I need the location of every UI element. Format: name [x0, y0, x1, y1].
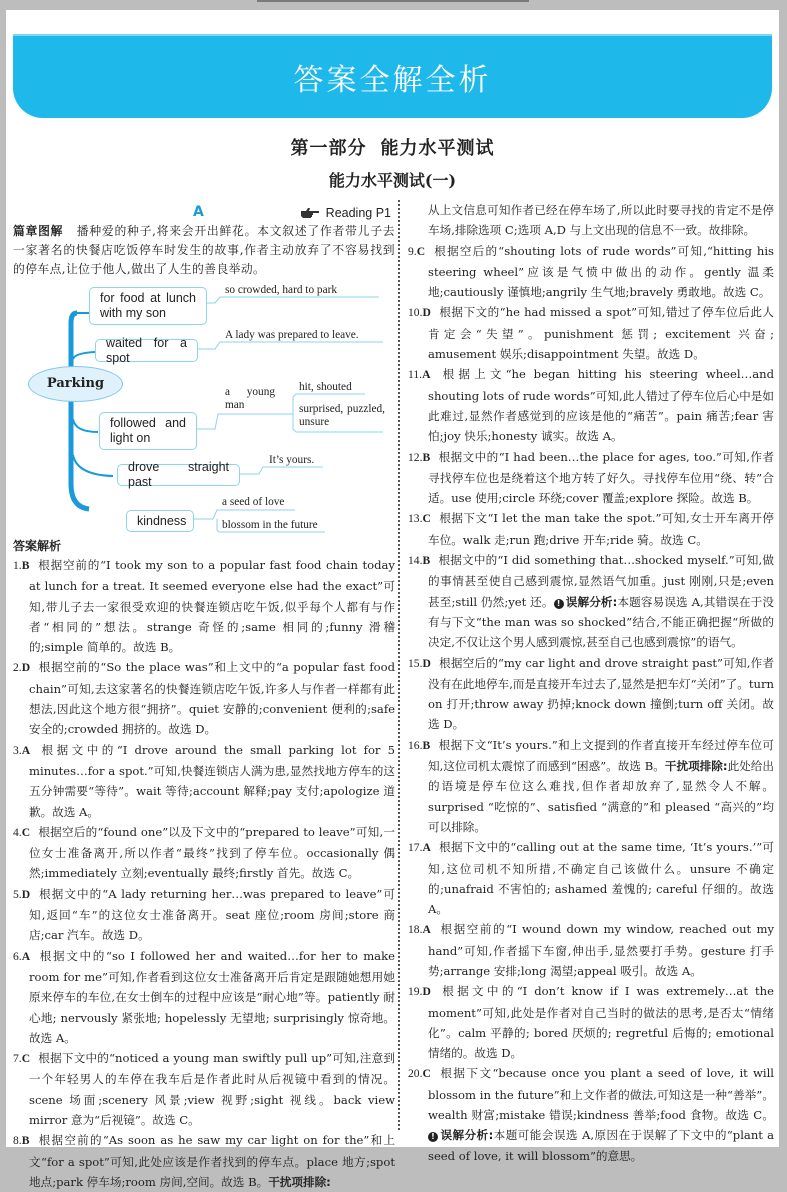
column-divider — [398, 200, 400, 1130]
answer-key: B — [422, 554, 431, 568]
answer-item — [13, 1048, 395, 1130]
answer-number: 1. — [13, 559, 22, 572]
mind-map-leaf: It’s yours. — [269, 454, 315, 466]
connector-2 — [73, 352, 95, 359]
answer-item — [13, 740, 395, 822]
mind-map-subnode: a young man — [225, 386, 275, 411]
mind-map-trunk — [71, 313, 89, 509]
answer-key: D — [21, 661, 31, 675]
right-column — [408, 200, 774, 1166]
answer-key: A — [422, 841, 431, 855]
answer-item — [408, 447, 774, 509]
answer-item — [408, 653, 774, 735]
warning-icon: ! — [554, 599, 564, 609]
reading-reference: Reading P1 — [325, 206, 391, 220]
answer-key: D — [422, 985, 431, 999]
answer-explanation: 根据文中的“I had been…the place for ages, too.”可知,作者寻找停车位也是绕着这个地方转了好久。寻找停车位用“绕、转”合适。use 使用;circle 环绕;cover 覆盖;explore 探险。故选 B。 — [428, 449, 774, 506]
answer-explanation: 根据上文“he began hitting his steering wheel…and shouting lots of rude words”可知,此人错过了停车位后心中是如此难过,显然作者感觉到的应该是他的“痛苦”。pain 痛苦;fear 害怕;joy 快乐;honesty 诚实。故选 A。 — [428, 367, 774, 444]
answer-key: C — [21, 1052, 31, 1066]
answer-key: D — [21, 887, 31, 901]
mind-map-branch: followed and light on — [99, 412, 197, 450]
answer-number: 5. — [13, 887, 22, 901]
mind-map-leaf: A lady was prepared to leave. — [225, 329, 359, 341]
part-name: 能力水平测试 — [380, 138, 495, 159]
answer-key: C — [416, 244, 426, 258]
answer-number: 2. — [13, 661, 22, 675]
pointing-hand-icon — [300, 207, 320, 219]
section-header — [13, 202, 395, 222]
answer-number: 7. — [13, 1052, 22, 1066]
mind-map-center: Parking — [28, 366, 123, 402]
answer-number: 8. — [13, 1134, 22, 1148]
banner-title: 答案全解全析 — [293, 63, 492, 98]
answer-explanation: 根据文中的“I drove around the small parking lot for 5 minutes…for a spot.”可知,快餐连锁店人满为患,显然找地方停车的这五分钟需要“等待”。wait 等待;account 解释;pay 支付;apologize 道歉。故选 A。 — [29, 742, 395, 819]
answer-number: 17. — [408, 841, 423, 855]
answer-explanation: 根据下文“because once you plant a seed of love, it will blossom in the future”和上文作者的做法,可知这是一种“善举”。wealth 财富;mistake 错误;kindness 善举;food 食物。故选 C。 — [428, 1066, 774, 1123]
answer-explanation: 根据文中的“so I followed her and waited…for her to make room for me”可知,作者看到这位女士准备离开后肯定是跟随她想用她原来停车的车位,在女士倒车的过程中应该是“耐心地”等。patiently 耐心地; nervously 紧张地; hopelessly 无望地; surprisingly 惊奇地。故选 A。 — [29, 948, 395, 1045]
answer-explanation: 根据空前的“So the place was”和上文中的“a popular fast food chain”可知,去这家著名的快餐连锁店吃午饭,许多人与作者一样都有此想法,因此这个地方很“拥挤”。quiet 安静的;convenient 便利的;safe 安全的;crowded 拥挤的。故选 D。 — [29, 660, 395, 737]
answer-item — [408, 302, 774, 364]
answer-explanation: 根据下文中的“calling out at the same time, ‘It’s yours.’”可知,这位司机不知所措,不确定自己该做什么。unsure 不确定的;unafraid 不害怕的; ashamed 羞愧的; careful 仔细的。故选 A。 — [428, 840, 774, 917]
answer-number: 10. — [408, 306, 423, 320]
answer-item-continued — [408, 200, 774, 241]
answer-explanation: 根据空后的“shouting lots of rude words”可知,“hitting his steering wheel”应该是气愤中做出的动作。gently 温柔地;cautiously 谨慎地;angrily 生气地;bravely 勇敢地。故选 C。 — [428, 243, 774, 300]
answer-explanation: 根据下文“I let the man take the spot.”可知,女士开车离开停车位。walk 走;run 跑;drive 开车;ride 骑。故选 C。 — [428, 511, 774, 547]
answer-number: 6. — [13, 949, 22, 963]
left-column — [13, 202, 395, 1192]
answers-heading: 答案解析 — [13, 539, 62, 553]
answer-number: 15. — [408, 656, 423, 670]
mind-map-leaf: a seed of love — [222, 496, 285, 508]
answer-item — [13, 555, 395, 657]
answer-key: B — [422, 738, 431, 752]
answer-key: B — [21, 559, 30, 572]
answer-key: A — [422, 368, 431, 382]
answer-number: 20. — [408, 1067, 423, 1081]
answer-key: A — [21, 743, 31, 757]
answer-key: B — [422, 450, 431, 464]
answer-item — [408, 735, 774, 837]
answer-key: B — [21, 1134, 30, 1148]
answer-tag: 误解分析: — [440, 1128, 494, 1143]
answer-key: A — [422, 923, 431, 937]
mind-map-branch: waited for a spot — [95, 339, 198, 362]
answer-number: 16. — [408, 738, 423, 752]
answer-item — [13, 946, 395, 1048]
answer-number: 13. — [408, 512, 423, 526]
answer-explanation-tail: 本题可能会误选 A,原因在于误解了下文中的“plant a seed of love, it will blossom”的意思。 — [428, 1128, 775, 1163]
answer-number: 9. — [408, 244, 417, 258]
answer-number: 11. — [408, 368, 423, 382]
answer-item — [13, 1130, 395, 1192]
answer-explanation: 根据下文中的“noticed a young man swiftly pull up”可知,注意到一个年轻男人的车停在我车后是作者此时从后视镜中看到的情况。scene 场面;scenery 风景;view 视野;sight 视线。back view mirror 意为“后视镜”。故选 C。 — [29, 1051, 395, 1128]
answer-key: A — [21, 949, 31, 963]
intro-text: 播种爱的种子,将来会开出鲜花。本文叙述了作者带儿子去一家著名的快餐店吃饭停车时发生的故事,作者主动放弃了不容易找到的停车点,让位于他人,做出了人生的善良举动。 — [13, 224, 395, 276]
connector-4 — [73, 419, 98, 432]
answer-number: 12. — [408, 450, 423, 464]
mind-map-branch: for food at lunch with my son — [89, 287, 207, 325]
leaf-line-4 — [239, 467, 323, 474]
connector-5 — [73, 455, 113, 476]
answer-page — [6, 10, 779, 1189]
answer-item — [408, 837, 774, 919]
answer-item — [13, 657, 395, 739]
answer-key: D — [422, 656, 431, 670]
answer-item — [408, 364, 774, 446]
answer-number: 14. — [408, 554, 423, 568]
answer-explanation: 根据空前的“I wound down my window, reached out my hand”可知,作者摇下车窗,伸出手,显然要打手势。gesture 打手势;arrange 安排;long 渴望;appeal 吸引。故选 A。 — [428, 922, 774, 978]
answer-item — [13, 822, 395, 884]
part-title — [6, 134, 779, 160]
intro-label: 篇章图解 — [13, 224, 64, 238]
mind-map-leaf: blossom in the future — [222, 519, 318, 531]
answer-key: C — [422, 512, 431, 526]
mind-map-leaf: hit, shouted — [299, 381, 352, 393]
answer-explanation-tail: 此处给出的语境是停车位这么难找,但作者却放弃了,显然令人不解。surprised “吃惊的”、satisfied “满意的”和 pleased “高兴的”均可以排除。 — [428, 759, 774, 834]
leaf-line-5 — [193, 510, 295, 519]
reading-reference-link[interactable] — [300, 203, 391, 223]
mind-map — [13, 279, 395, 537]
answer-item — [408, 550, 774, 652]
answer-explanation: 根据空前的“I took my son to a popular fast food chain today at lunch for a treat. It seemed everyone else had the exact”可知,带儿子去一家很受欢迎的快餐连锁店吃午饭,似乎每个人都有与作者“相同的”想法。strange 奇怪的;same 相同的;funny 滑稽的;simple 简单的。故选 B。 — [29, 558, 395, 655]
answer-explanation: 根据空前的“As soon as he saw my car light on for the”和上文“for a spot”可知,此处应该是作者找到的停车点。place 地方;spot 地点;park 停车场;room 房间,空间。故选 B。 — [29, 1133, 395, 1189]
answer-explanation: 根据空后的“my car light and drove straight past”可知,作者没有在此地停车,而是直接开车过去了,显然是把车灯“关闭”了。turn on 打开;throw away 扔掉;knock down 撞倒;turn off 关闭。故选 D。 — [428, 655, 774, 732]
answer-explanation: 根据文中的“I did something that…shocked myself.”可知,做的事情甚至使自己感到震惊,显然语气加重。just 刚刚,只是;even 甚至;still 仍然;yet 还。 — [428, 553, 774, 609]
answer-tag: 干扰项排除: — [664, 759, 728, 774]
answer-key: C — [21, 825, 31, 839]
answer-item — [408, 919, 774, 981]
answer-number: 18. — [408, 923, 423, 937]
answer-tag: 干扰项排除: — [268, 1174, 331, 1189]
answer-list-left — [13, 555, 395, 1192]
answer-item — [408, 241, 774, 303]
header-banner — [13, 34, 772, 118]
leaf-line-1 — [206, 297, 379, 303]
answer-explanation: 根据文中的“A lady returning her…was prepared to leave”可知,返回“车”的这位女士准备离开。seat 座位;room 房间;store 商店;car 汽车。故选 D。 — [29, 886, 395, 943]
answer-number: 19. — [408, 985, 423, 999]
leaf-line-2 — [197, 342, 383, 349]
mind-map-leaf: so crowded, hard to park — [225, 284, 337, 296]
answer-explanation: 根据文中的“I don’t know if I was extremely…at the moment”可知,此处是作者对自己当时的做法的思考,是否太“情绪化”。calm 平静的; bored 厌烦的; regretful 后悔的; emotional 情绪的。故选 D。 — [428, 984, 774, 1061]
answer-item — [408, 981, 774, 1063]
answer-explanation: 根据下文的“he had missed a spot”可知,错过了停车位后此人肯定会“失望”。punishment 惩罚; excitement 兴奋; amusement 娱乐;disappointment 失望。故选 D。 — [428, 305, 774, 362]
answer-number: 3. — [13, 743, 22, 757]
mind-map-branch: kindness — [126, 510, 194, 532]
answer-key: D — [422, 306, 431, 320]
chapter-intro — [13, 222, 395, 279]
test-title: 能力水平测试(一) — [328, 171, 457, 190]
window-top-strip — [257, 0, 529, 2]
answer-explanation: 根据下文“It’s yours.”和上文提到的作者直接开车经过停车位可知,这位司机太震惊了而感到“困惑”。故选 B。 — [428, 737, 774, 774]
answer-item — [13, 884, 395, 946]
section-letter: A — [193, 204, 204, 220]
answer-explanation-tail: 本题容易误选 A,其错误在于没有与下文“the man was so shocked”结合,不能正确把握“所做的决定,不仅让这个男人感到震惊,甚至自己也感到震惊”的语气。 — [428, 594, 774, 650]
mind-map-branch: drove straight past — [117, 464, 240, 486]
answer-explanation-tail: 从上文信息可知作者已经在停车场了,所以此时要寻找的肯定不是停车场,排除选项 C;选项 A,D 与上文出现的信息不一致。故排除。 — [428, 203, 774, 238]
mind-map-leaf: surprised, puzzled, unsure — [299, 403, 385, 428]
answer-item — [408, 508, 774, 550]
answer-item — [408, 1063, 774, 1165]
answer-number: 4. — [13, 825, 22, 839]
warning-icon: ! — [428, 1132, 438, 1142]
answer-key: C — [422, 1067, 431, 1081]
part-label: 第一部分 — [290, 138, 367, 159]
answer-tag: 误解分析: — [565, 594, 618, 609]
answer-list-right — [408, 200, 774, 1166]
answer-explanation: 根据空后的“found one”以及下文中的“prepared to leave”可知,一位女士准备离开,所以作者“最终”找到了停车位。occasionally 偶然;immediately 立刻;eventually 最终;firstly 首先。故选 C。 — [29, 824, 395, 881]
